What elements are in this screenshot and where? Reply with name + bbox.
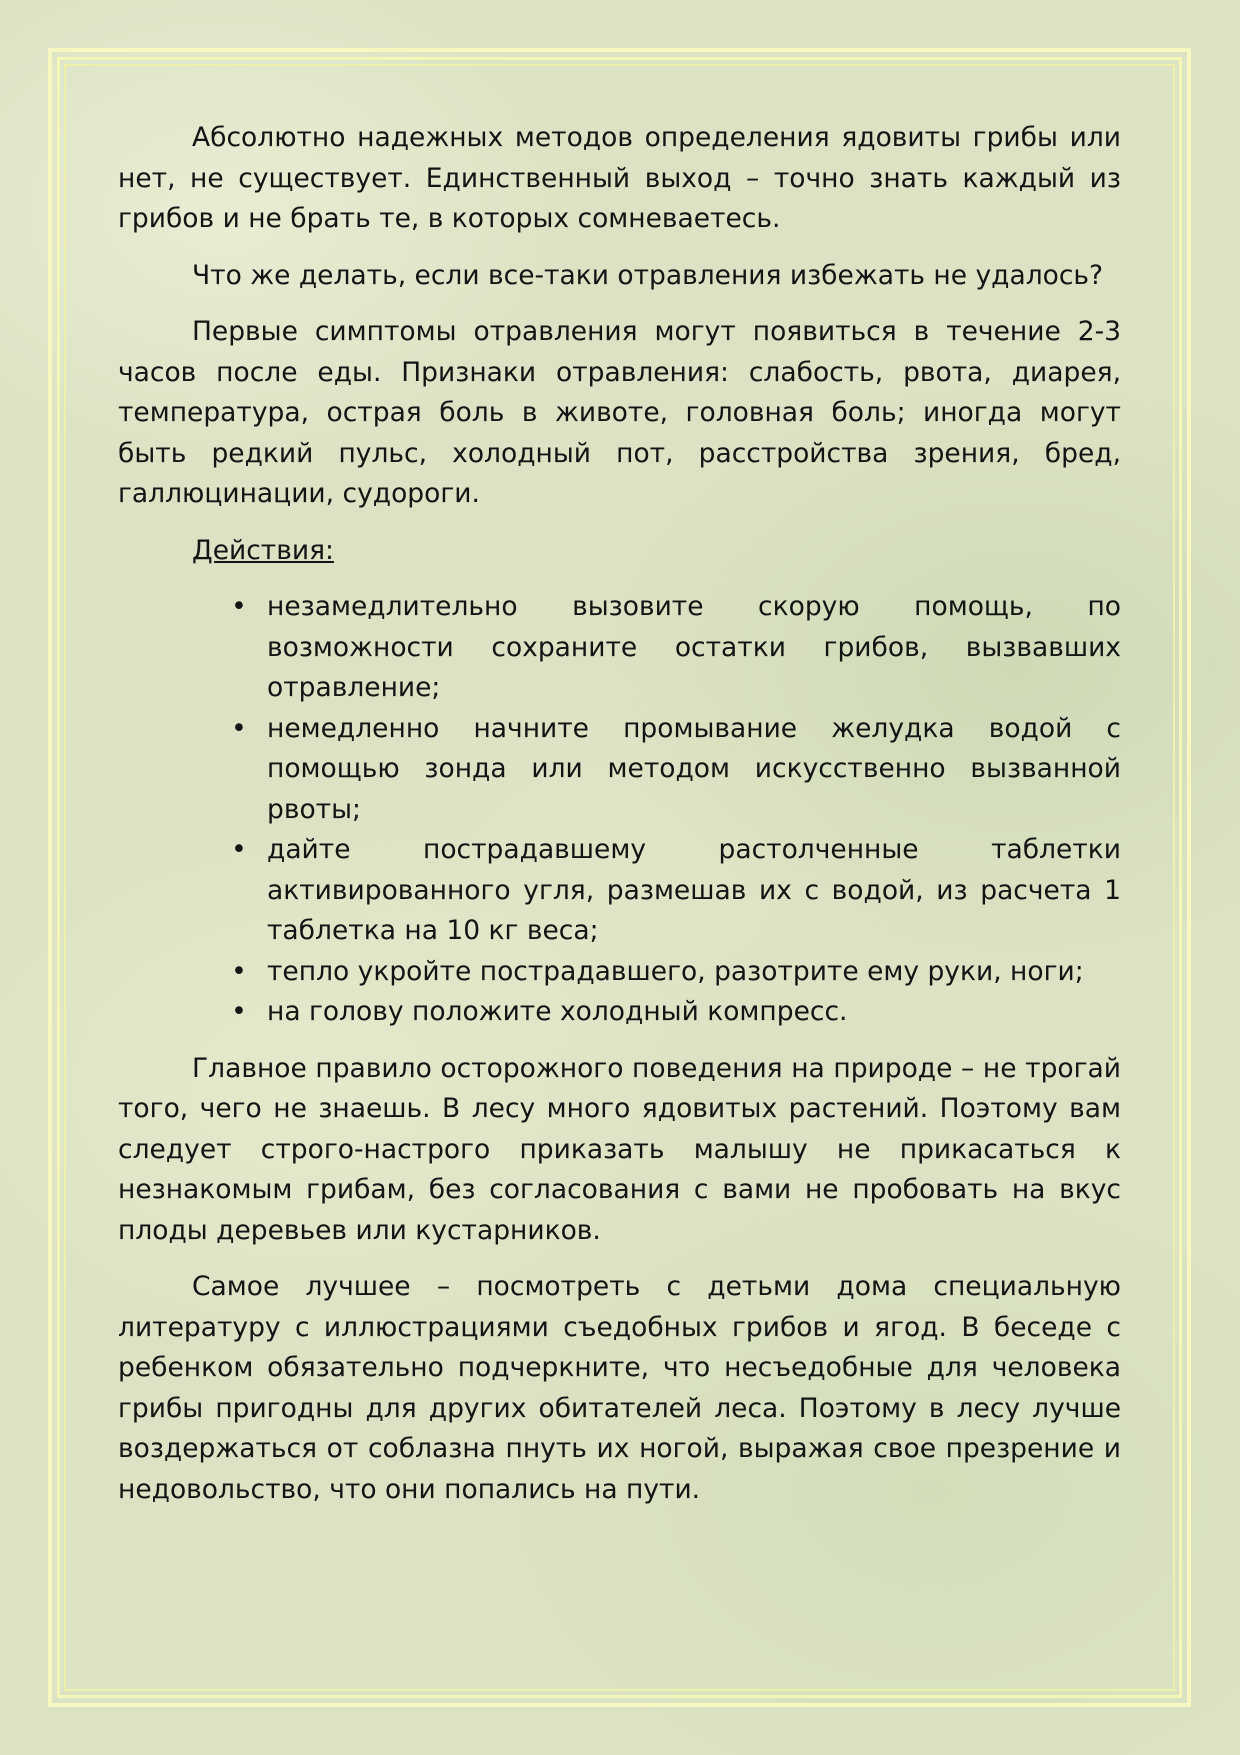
paragraph-main-rule: Главное правило осторожного поведения на природе – не трогай того, чего не знаешь. В лесу много ядовитых растений. Поэтому вам следует строго-настрого приказать малышу не прикасаться к незнакомым грибам, без согласования с вами не пробовать на вкус плоды деревьев или кустарников. xyxy=(118,1052,1121,1246)
list-item-text: на голову положите холодный компресс. xyxy=(267,996,848,1027)
list-item xyxy=(231,952,1121,993)
actions-heading: Действия: xyxy=(192,534,334,566)
bullet-icon: • xyxy=(231,591,247,622)
actions-list xyxy=(118,587,1121,1033)
list-item-text: немедленно начните промывание желудка водой с помощью зонда или методом искусственно вызванной рвоты; xyxy=(267,712,1121,825)
list-item-text: дайте пострадавшему растолченные таблетки активированного угля, размешав их с водой, из расчета 1 таблетка на 10 кг веса; xyxy=(267,834,1121,946)
list-item xyxy=(231,587,1121,709)
bullet-icon: • xyxy=(231,834,247,865)
list-item-text: незамедлительно вызовите скорую помощь, по возможности сохраните остатки грибов, вызвавших отравление; xyxy=(267,591,1121,703)
list-item-text: тепло укройте пострадавшего, разотрите ему руки, ноги; xyxy=(267,955,1084,987)
bullet-icon: • xyxy=(231,996,247,1027)
paragraph-symptoms: Первые симптомы отравления могут появиться в течение 2-3 часов после еды. Признаки отравления: слабость, рвота, диарея, температура, острая боль в животе, головная боль; иногда могут быть редкий пульс, холодный пот, расстройства зрения, бред, галлюцинации, судороги. xyxy=(118,316,1121,509)
list-item xyxy=(231,992,1121,1033)
document-body xyxy=(118,118,1121,1526)
list-item xyxy=(231,709,1121,831)
paragraph-question: Что же делать, если все-таки отравления избежать не удалось? xyxy=(192,259,1104,291)
bullet-icon: • xyxy=(231,712,247,744)
paragraph-mushroom-safety: Абсолютно надежных методов определения ядовиты грибы или нет, не существует. Единственный выход – точно знать каждый из грибов и не брать те, в которых сомневаетесь. xyxy=(118,122,1121,234)
list-item xyxy=(231,830,1121,952)
bullet-icon: • xyxy=(231,955,247,987)
paragraph-advice: Самое лучшее – посмотреть с детьми дома специальную литературу с иллюстрациями съедобных грибов и ягод. В беседе с ребенком обязательно подчеркните, что несъедобные для человека грибы пригодны для других обитателей леса. Поэтому в лесу лучше воздержаться от соблазна пнуть их ногой, выражая свое презрение и недовольство, что они попались на пути. xyxy=(118,1271,1121,1505)
